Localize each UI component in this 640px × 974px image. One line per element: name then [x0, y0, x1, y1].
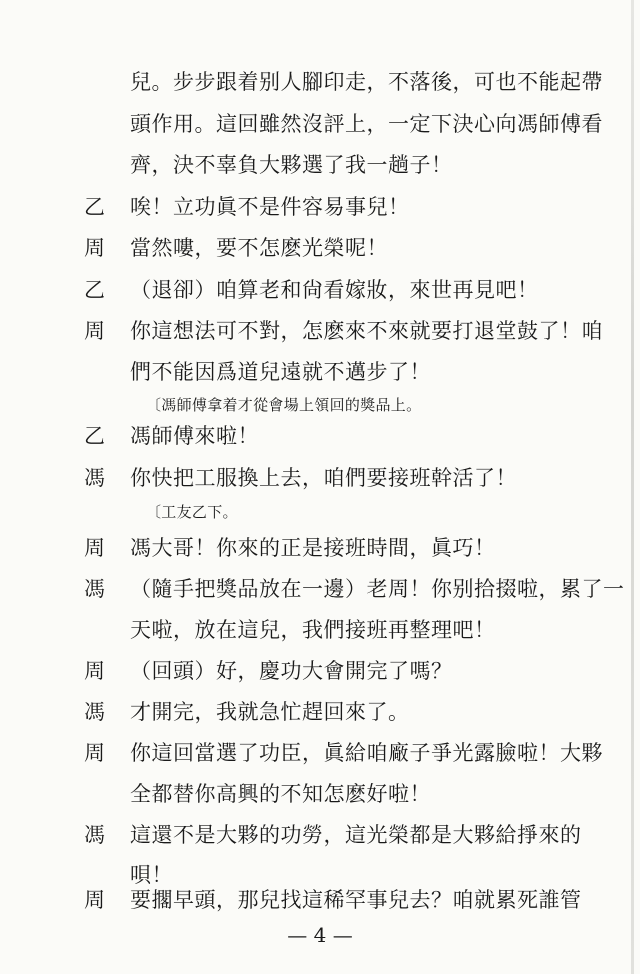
speaker-label: 馮: [84, 577, 105, 601]
speaker-label: 馮: [84, 823, 105, 847]
stage-direction-text: 〔馮師傅拿着才從會場上領回的獎品上。: [146, 396, 422, 414]
speaker-label: 周: [84, 741, 105, 765]
line-text: 唄！: [130, 863, 173, 887]
line-text: （回頭）好，慶功大會開完了嗎？: [130, 659, 453, 683]
speaker-label: 乙: [84, 424, 105, 448]
speaker-label: 周: [84, 536, 105, 560]
line-text: （隨手把獎品放在一邊）老周！你别拾掇啦，累了一: [130, 577, 625, 601]
stage-direction-text: 〔工友乙下。: [146, 503, 238, 521]
page-edge-shadow: [631, 0, 634, 974]
speaker-label: 周: [84, 319, 105, 343]
speaker-label: 乙: [84, 278, 105, 302]
speaker-label: 周: [84, 236, 105, 260]
line-text: 齊，決不辜負大夥選了我一趟子！: [130, 153, 453, 177]
line-text: 你這回當選了功臣，眞給咱廠子爭光露臉啦！大夥: [130, 741, 603, 765]
line-text: 要擱早頭，那兒找這稀罕事兒去？咱就累死誰管: [130, 888, 582, 912]
speaker-label: 乙: [84, 195, 105, 219]
line-text: 們不能因爲道兒遠就不邁步了！: [130, 360, 431, 384]
line-text: 兒。步步跟着别人腳印走，不落後，可也不能起帶: [130, 70, 603, 94]
line-text: 你快把工服換上去，咱們要接班幹活了！: [130, 466, 517, 490]
line-text: 馮大哥！你來的正是接班時間，眞巧！: [130, 536, 496, 560]
line-text: 這還不是大夥的功勞，這光榮都是大夥給掙來的: [130, 823, 582, 847]
line-text: 當然嘍，要不怎麽光榮呢！: [130, 236, 388, 260]
page-number: — 4 —: [287, 923, 353, 947]
line-text: （退卻）咱算老和尙看嫁妝，來世再見吧！: [130, 278, 539, 302]
line-text: 才開完，我就急忙趕回來了。: [130, 700, 410, 724]
line-text: 頭作用。這回雖然沒評上，一定下決心向馮師傅看: [130, 112, 603, 136]
speaker-label: 周: [84, 659, 105, 683]
line-text: 唉！立功眞不是件容易事兒！: [130, 195, 410, 219]
line-text: 全都替你高興的不知怎麽好啦！: [130, 782, 431, 806]
line-text: 天啦，放在這兒，我們接班再整理吧！: [130, 618, 496, 642]
speaker-label: 馮: [84, 700, 105, 724]
line-text: 你這想法可不對，怎麽來不來就要打退堂鼓了！咱: [130, 319, 603, 343]
speaker-label: 周: [84, 888, 105, 912]
line-text: 馮師傅來啦！: [130, 424, 259, 448]
speaker-label: 馮: [84, 466, 105, 490]
